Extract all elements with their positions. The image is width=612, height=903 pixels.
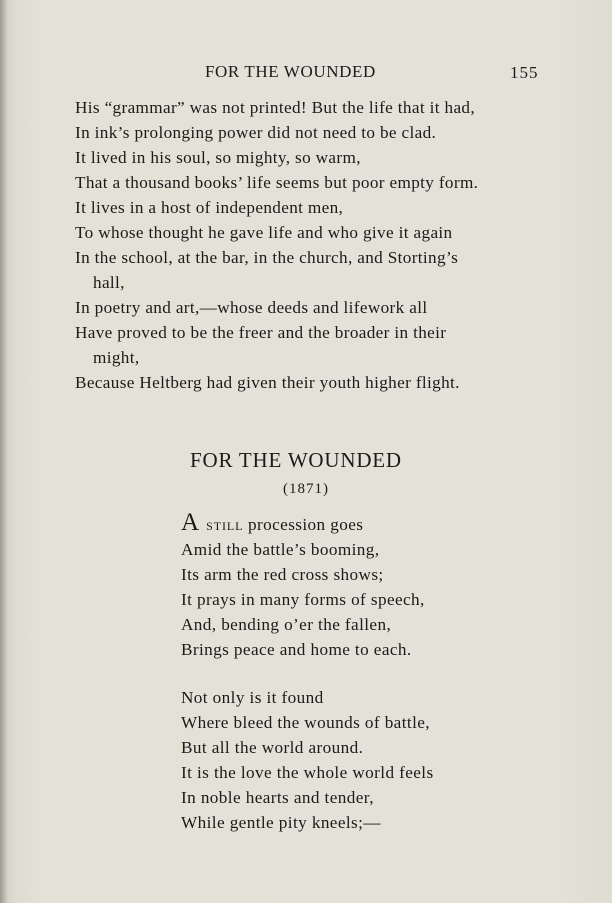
poem-line: It prays in many forms of speech, [181, 590, 425, 609]
page-spine-shadow [0, 0, 8, 903]
poem-line: But all the world around. [181, 738, 364, 757]
verse-line: That a thousand books’ life seems but poor empty form. [75, 173, 479, 192]
poem-stanza-2 [181, 685, 511, 835]
poem-line: Brings peace and home to each. [181, 640, 412, 659]
poem-line: In noble hearts and tender, [181, 788, 374, 807]
poem-line: It is the love the whole world feels [181, 763, 434, 782]
poem-line: Its arm the red cross shows; [181, 565, 384, 584]
verse-line: It lived in his soul, so mighty, so warm, [75, 148, 361, 167]
poem-first-line [181, 509, 511, 537]
first-word-small-caps: still [206, 515, 244, 534]
drop-letter: A [181, 509, 200, 536]
poem-line: While gentle pity kneels;— [181, 813, 381, 832]
poem-line: Not only is it found [181, 688, 324, 707]
poem-title: FOR THE WOUNDED [190, 448, 402, 472]
poem-line: Amid the battle’s booming, [181, 540, 380, 559]
poem-line: Where bleed the wounds of battle, [181, 713, 430, 732]
verse-line: Because Heltberg had given their youth higher flight. [75, 373, 460, 392]
page-number: 155 [510, 63, 539, 82]
verse-line: In the school, at the bar, in the church, and Storting’s [75, 248, 459, 267]
verse-line: It lives in a host of independent men, [75, 198, 344, 217]
verse-line: To whose thought he gave life and who give it again [75, 223, 453, 242]
verse-line-continuation: hall, [93, 273, 125, 292]
poem-year: (1871) [283, 481, 329, 497]
poem-stanza-1 [181, 509, 511, 662]
previous-poem-ending [75, 95, 555, 395]
running-header-title: FOR THE WOUNDED [205, 62, 376, 81]
verse-line-continuation: might, [93, 348, 140, 367]
verse-line: Have proved to be the freer and the broader in their [75, 323, 447, 342]
verse-line: In ink’s prolonging power did not need to be clad. [75, 123, 437, 142]
verse-line: His “grammar” was not printed! But the life that it had, [75, 98, 476, 117]
verse-line: In poetry and art,—whose deeds and lifework all [75, 298, 428, 317]
poem-line: And, bending o’er the fallen, [181, 615, 392, 634]
first-line-text: procession goes [243, 515, 364, 534]
